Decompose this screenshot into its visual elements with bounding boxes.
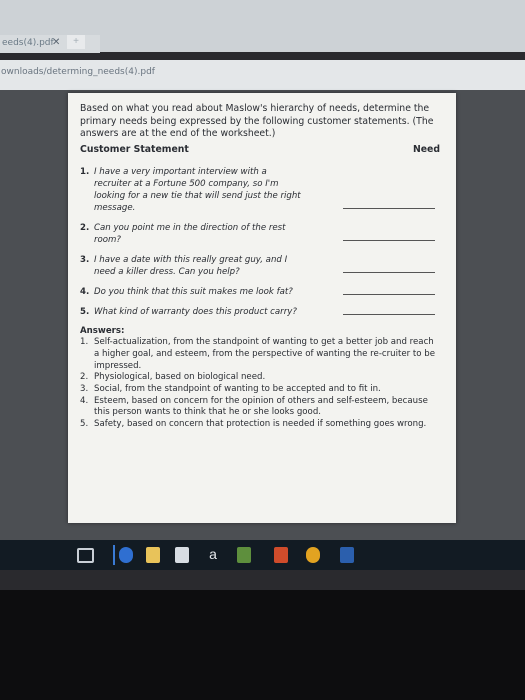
answer-blank — [343, 240, 435, 241]
answer-number: 4. — [80, 395, 89, 406]
answers-heading: Answers: — [80, 325, 125, 336]
question-text: I have a date with this really great guy, and I need a killer dress. Can you help? — [94, 254, 288, 277]
need-header: Need — [412, 143, 440, 155]
answer-blank — [343, 314, 435, 315]
answer-item — [80, 419, 440, 431]
question-item — [80, 254, 440, 278]
answer-item — [80, 396, 440, 419]
tab-title: eeds(4).pdf — [2, 38, 54, 48]
amazon-icon[interactable]: a — [209, 546, 217, 562]
question-text: What kind of warranty does this product carry? — [94, 306, 297, 317]
answer-text: Esteem, based on concern for the opinion of others and self-esteem, because this person wants to think that he or she looks good. — [94, 395, 428, 418]
word-icon[interactable] — [340, 547, 354, 563]
edge-icon[interactable] — [119, 547, 133, 563]
answer-item — [80, 337, 440, 372]
question-number: 1. — [80, 166, 90, 177]
answer-number: 1. — [80, 337, 89, 348]
answer-blank — [343, 294, 435, 295]
address-text: ownloads/determing_needs(4).pdf — [1, 67, 155, 77]
question-number: 5. — [80, 306, 90, 317]
answer-item — [80, 384, 440, 396]
question-item — [80, 222, 440, 246]
answer-text: Safety, based on concern that protection is needed if something goes wrong. — [94, 419, 427, 430]
answer-text: Physiological, based on biological need. — [94, 372, 266, 383]
customer-statement-header: Customer Statement — [80, 143, 189, 155]
answer-blank — [343, 208, 435, 209]
answer-number: 3. — [80, 384, 89, 395]
question-item — [80, 286, 440, 298]
question-item — [80, 166, 440, 214]
file-explorer-icon[interactable] — [146, 547, 160, 563]
chrome-icon[interactable] — [306, 547, 320, 563]
answer-number: 2. — [80, 372, 89, 383]
store-icon[interactable] — [175, 547, 189, 563]
worksheet-instructions: Based on what you read about Maslow's hierarchy of needs, determine the primary needs being expressed by the following customer statements. (The answers are at the end of the worksheet.) — [80, 103, 434, 139]
question-text: Do you think that this suit makes me look fat? — [94, 286, 293, 297]
question-text: Can you point me in the direction of the rest room? — [94, 222, 286, 245]
new-tab-button[interactable]: + — [67, 35, 85, 49]
question-text: I have a very important interview with a recruiter at a Fortune 500 company, so I'm looking for a new tie that will send just the right message. — [94, 166, 301, 213]
active-app-indicator — [113, 545, 115, 565]
answer-item — [80, 372, 440, 384]
answer-blank — [343, 272, 435, 273]
tab-close-icon[interactable]: ✕ — [52, 37, 61, 48]
question-number: 2. — [80, 222, 90, 233]
browser-tab-bar — [0, 0, 525, 52]
powerpoint-icon[interactable] — [274, 547, 288, 563]
answer-text: Self-actualization, from the standpoint of wanting to get a better job and reach a higher goal, and esteem, from the perspective of wanting the re-cruiter to be impressed. — [94, 337, 436, 371]
question-number: 4. — [80, 286, 90, 297]
column-headers — [80, 144, 440, 158]
answers-section — [80, 326, 440, 431]
question-item — [80, 306, 440, 318]
pdf-page — [68, 93, 456, 523]
question-number: 3. — [80, 254, 90, 265]
worksheet — [80, 103, 440, 431]
answer-number: 5. — [80, 419, 89, 430]
answer-text: Social, from the standpoint of wanting to be accepted and to fit in. — [94, 384, 381, 395]
app-icon[interactable] — [237, 547, 251, 563]
task-view-icon[interactable] — [77, 548, 94, 563]
